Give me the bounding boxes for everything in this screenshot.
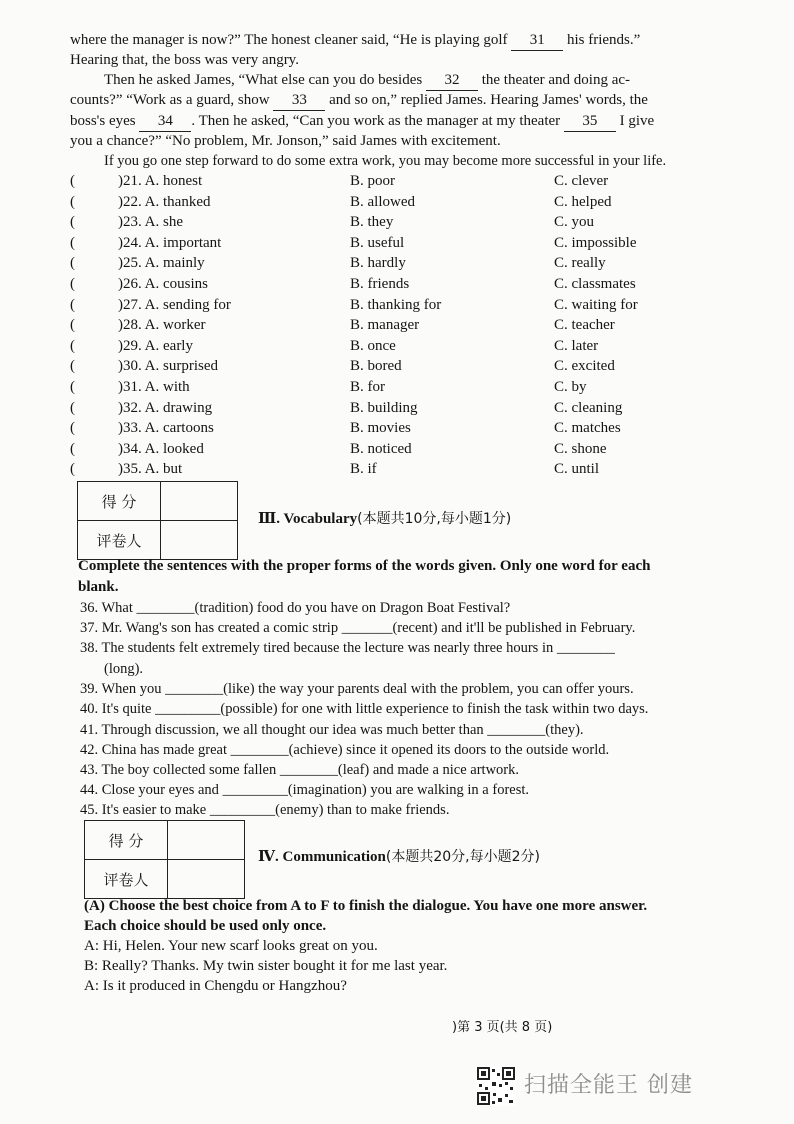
grader-label: 评卷人 bbox=[78, 521, 161, 560]
answer-blank[interactable]: ________ bbox=[487, 722, 546, 738]
option-b: B. manager bbox=[350, 317, 420, 334]
option-b: B. once bbox=[350, 337, 396, 354]
option-a: )26. A. cousins bbox=[118, 276, 208, 292]
option-c: C. you bbox=[554, 214, 595, 231]
grader-label: 评卷人 bbox=[85, 860, 168, 899]
option-b: B. poor bbox=[350, 173, 395, 189]
passage-line-4: counts?” “Work as a guard, show 33 and so on,” replied James. Hearing James' words, the bbox=[70, 90, 648, 111]
option-row bbox=[70, 315, 760, 335]
answer-paren[interactable]: ( bbox=[70, 440, 75, 457]
option-c: C. shone bbox=[554, 440, 607, 457]
blank-33: 33 bbox=[273, 90, 325, 111]
option-b: B. movies bbox=[350, 420, 411, 437]
option-c: C. excited bbox=[554, 358, 615, 375]
option-row bbox=[70, 192, 760, 212]
option-a: )29. A. early bbox=[118, 337, 193, 354]
option-c: C. classmates bbox=[554, 276, 636, 292]
answer-paren[interactable]: ( bbox=[70, 358, 75, 375]
option-row bbox=[70, 212, 760, 232]
option-row bbox=[70, 336, 760, 356]
option-a: )32. A. drawing bbox=[118, 399, 213, 416]
option-a: )24. A. important bbox=[118, 234, 222, 251]
answer-paren[interactable]: ( bbox=[70, 193, 75, 210]
answer-paren[interactable]: ( bbox=[70, 276, 75, 292]
option-b: B. for bbox=[350, 379, 385, 395]
section-3-title: Ⅲ. Vocabulary(本题共10分,每小题1分) bbox=[258, 511, 512, 527]
section-4-part-a-2: Each choice should be used only once. bbox=[84, 918, 327, 934]
option-a: )33. A. cartoons bbox=[118, 420, 214, 437]
answer-blank[interactable]: _________ bbox=[222, 782, 288, 798]
option-c: C. impossible bbox=[554, 234, 637, 251]
vocabulary-question: (long). bbox=[104, 661, 144, 677]
passage-line-1: where the manager is now?” The honest cleaner said, “He is playing golf 31 his friends.” bbox=[70, 30, 640, 51]
option-b: B. bored bbox=[350, 358, 402, 375]
answer-paren[interactable]: ( bbox=[70, 317, 75, 334]
option-a: )28. A. worker bbox=[118, 317, 206, 334]
grader-field[interactable] bbox=[168, 860, 245, 899]
answer-paren[interactable]: ( bbox=[70, 255, 75, 272]
blank-31: 31 bbox=[511, 30, 563, 51]
passage-line-5: boss's eyes 34 . Then he asked, “Can you work as the manager at my theater 35 I give bbox=[70, 111, 654, 132]
option-b: B. friends bbox=[350, 276, 410, 292]
dialogue-line-3: A: Is it produced in Chengdu or Hangzhou? bbox=[84, 978, 347, 994]
answer-paren[interactable]: ( bbox=[70, 461, 75, 478]
option-a: )25. A. mainly bbox=[118, 255, 205, 272]
option-b: B. if bbox=[350, 461, 377, 478]
option-c: C. teacher bbox=[554, 317, 615, 334]
option-b: B. allowed bbox=[350, 193, 415, 210]
section-3-instruction-2: blank. bbox=[78, 579, 119, 595]
passage-line-2: Hearing that, the boss was very angry. bbox=[70, 52, 299, 68]
option-b: B. hardly bbox=[350, 255, 406, 272]
watermark-text: 扫描全能王 创建 bbox=[524, 1073, 693, 1098]
score-label: 得 分 bbox=[78, 482, 161, 521]
vocabulary-question: 41. Through discussion, we all thought our idea was much better than ________(they). bbox=[80, 722, 584, 738]
section-4-part-a-1: (A) Choose the best choice from A to F to finish the dialogue. You have one more answer. bbox=[84, 898, 648, 914]
option-c: C. matches bbox=[554, 420, 621, 437]
option-row bbox=[70, 233, 760, 253]
answer-blank[interactable]: ________ bbox=[136, 600, 195, 616]
answer-blank[interactable]: ________ bbox=[230, 742, 289, 758]
section-4-title: Ⅳ. Communication(本题共20分,每小题2分) bbox=[258, 849, 540, 865]
option-c: C. by bbox=[554, 379, 587, 395]
option-a: )30. A. surprised bbox=[118, 358, 218, 375]
dialogue-line-1: A: Hi, Helen. Your new scarf looks great on you. bbox=[84, 938, 378, 954]
option-c: C. clever bbox=[554, 173, 609, 189]
qr-code-icon bbox=[476, 1066, 516, 1106]
answer-blank[interactable]: _________ bbox=[155, 701, 221, 717]
answer-paren[interactable]: ( bbox=[70, 214, 75, 231]
option-row bbox=[70, 439, 760, 459]
vocabulary-question: 36. What ________(tradition) food do you have on Dragon Boat Festival? bbox=[80, 600, 511, 616]
score-field[interactable] bbox=[161, 482, 238, 521]
option-c: C. cleaning bbox=[554, 399, 623, 416]
answer-blank[interactable]: _______ bbox=[341, 620, 393, 636]
option-row bbox=[70, 253, 760, 273]
answer-paren[interactable]: ( bbox=[70, 173, 75, 189]
vocabulary-question: 39. When you ________(like) the way your parents deal with the problem, you can offer yours. bbox=[80, 681, 634, 697]
option-row bbox=[70, 418, 760, 438]
answer-paren[interactable]: ( bbox=[70, 379, 75, 395]
option-b: B. thanking for bbox=[350, 296, 442, 313]
answer-paren[interactable]: ( bbox=[70, 399, 75, 416]
vocabulary-question: 37. Mr. Wang's son has created a comic strip _______(recent) and it'll be published in February. bbox=[80, 620, 636, 636]
vocabulary-question: 43. The boy collected some fallen ________(leaf) and made a nice artwork. bbox=[80, 762, 520, 778]
dialogue-line-2: B: Really? Thanks. My twin sister bought it for me last year. bbox=[84, 958, 448, 974]
option-row bbox=[70, 295, 760, 315]
section-3-instruction-1: Complete the sentences with the proper forms of the words given. Only one word for each bbox=[78, 558, 651, 574]
option-row bbox=[70, 459, 760, 479]
option-b: B. they bbox=[350, 214, 394, 231]
answer-paren[interactable]: ( bbox=[70, 234, 75, 251]
blank-32: 32 bbox=[426, 70, 478, 91]
option-c: C. really bbox=[554, 255, 606, 272]
option-c: C. later bbox=[554, 337, 599, 354]
answer-blank[interactable]: ________ bbox=[279, 762, 338, 778]
vocabulary-question: 38. The students felt extremely tired because the lecture was nearly three hours in ________ bbox=[80, 640, 615, 656]
score-table-1 bbox=[77, 481, 238, 560]
option-c: C. waiting for bbox=[554, 296, 638, 313]
blank-34: 34 bbox=[139, 111, 191, 132]
passage-line-6: you a chance?” “No problem, Mr. Jonson,” said James with excitement. bbox=[70, 133, 501, 149]
grader-field[interactable] bbox=[161, 521, 238, 560]
answer-paren[interactable]: ( bbox=[70, 420, 75, 437]
option-b: B. useful bbox=[350, 234, 405, 251]
vocabulary-question: 44. Close your eyes and _________(imagination) you are walking in a forest. bbox=[80, 782, 530, 798]
option-a: )23. A. she bbox=[118, 214, 183, 231]
option-a: )27. A. sending for bbox=[118, 296, 231, 313]
page-footer: )第 3 页(共 8 页) bbox=[452, 1020, 553, 1035]
option-row bbox=[70, 398, 760, 418]
answer-blank[interactable]: _________ bbox=[209, 802, 276, 818]
blank-35: 35 bbox=[564, 111, 616, 132]
option-row bbox=[70, 171, 760, 191]
passage-line-3: Then he asked James, “What else can you do besides 32 the theater and doing ac- bbox=[104, 70, 630, 91]
score-field[interactable] bbox=[168, 821, 245, 860]
vocabulary-question: 42. China has made great ________(achieve) since it opened its doors to the outside world. bbox=[80, 742, 610, 758]
answer-blank[interactable]: ________ bbox=[556, 640, 615, 656]
passage-line-7: If you go one step forward to do some extra work, you may become more successful in your life. bbox=[104, 153, 667, 169]
option-a: )21. A. honest bbox=[118, 173, 203, 189]
vocabulary-question: 40. It's quite _________(possible) for one with little experience to finish the task within two days. bbox=[80, 701, 649, 717]
option-row bbox=[70, 356, 760, 376]
answer-blank[interactable]: ________ bbox=[165, 681, 224, 697]
answer-paren[interactable]: ( bbox=[70, 296, 75, 313]
option-a: )31. A. with bbox=[118, 379, 190, 395]
option-b: B. noticed bbox=[350, 440, 412, 457]
option-row bbox=[70, 377, 760, 397]
answer-paren[interactable]: ( bbox=[70, 337, 75, 354]
option-a: )34. A. looked bbox=[118, 440, 204, 457]
option-a: )35. A. but bbox=[118, 461, 183, 478]
score-table-2 bbox=[84, 820, 245, 899]
vocabulary-question: 45. It's easier to make _________(enemy) than to make friends. bbox=[80, 802, 450, 818]
option-row bbox=[70, 274, 760, 294]
option-b: B. building bbox=[350, 399, 418, 416]
option-c: C. until bbox=[554, 461, 600, 478]
option-a: )22. A. thanked bbox=[118, 193, 211, 210]
option-c: C. helped bbox=[554, 193, 612, 210]
score-label: 得 分 bbox=[85, 821, 168, 860]
